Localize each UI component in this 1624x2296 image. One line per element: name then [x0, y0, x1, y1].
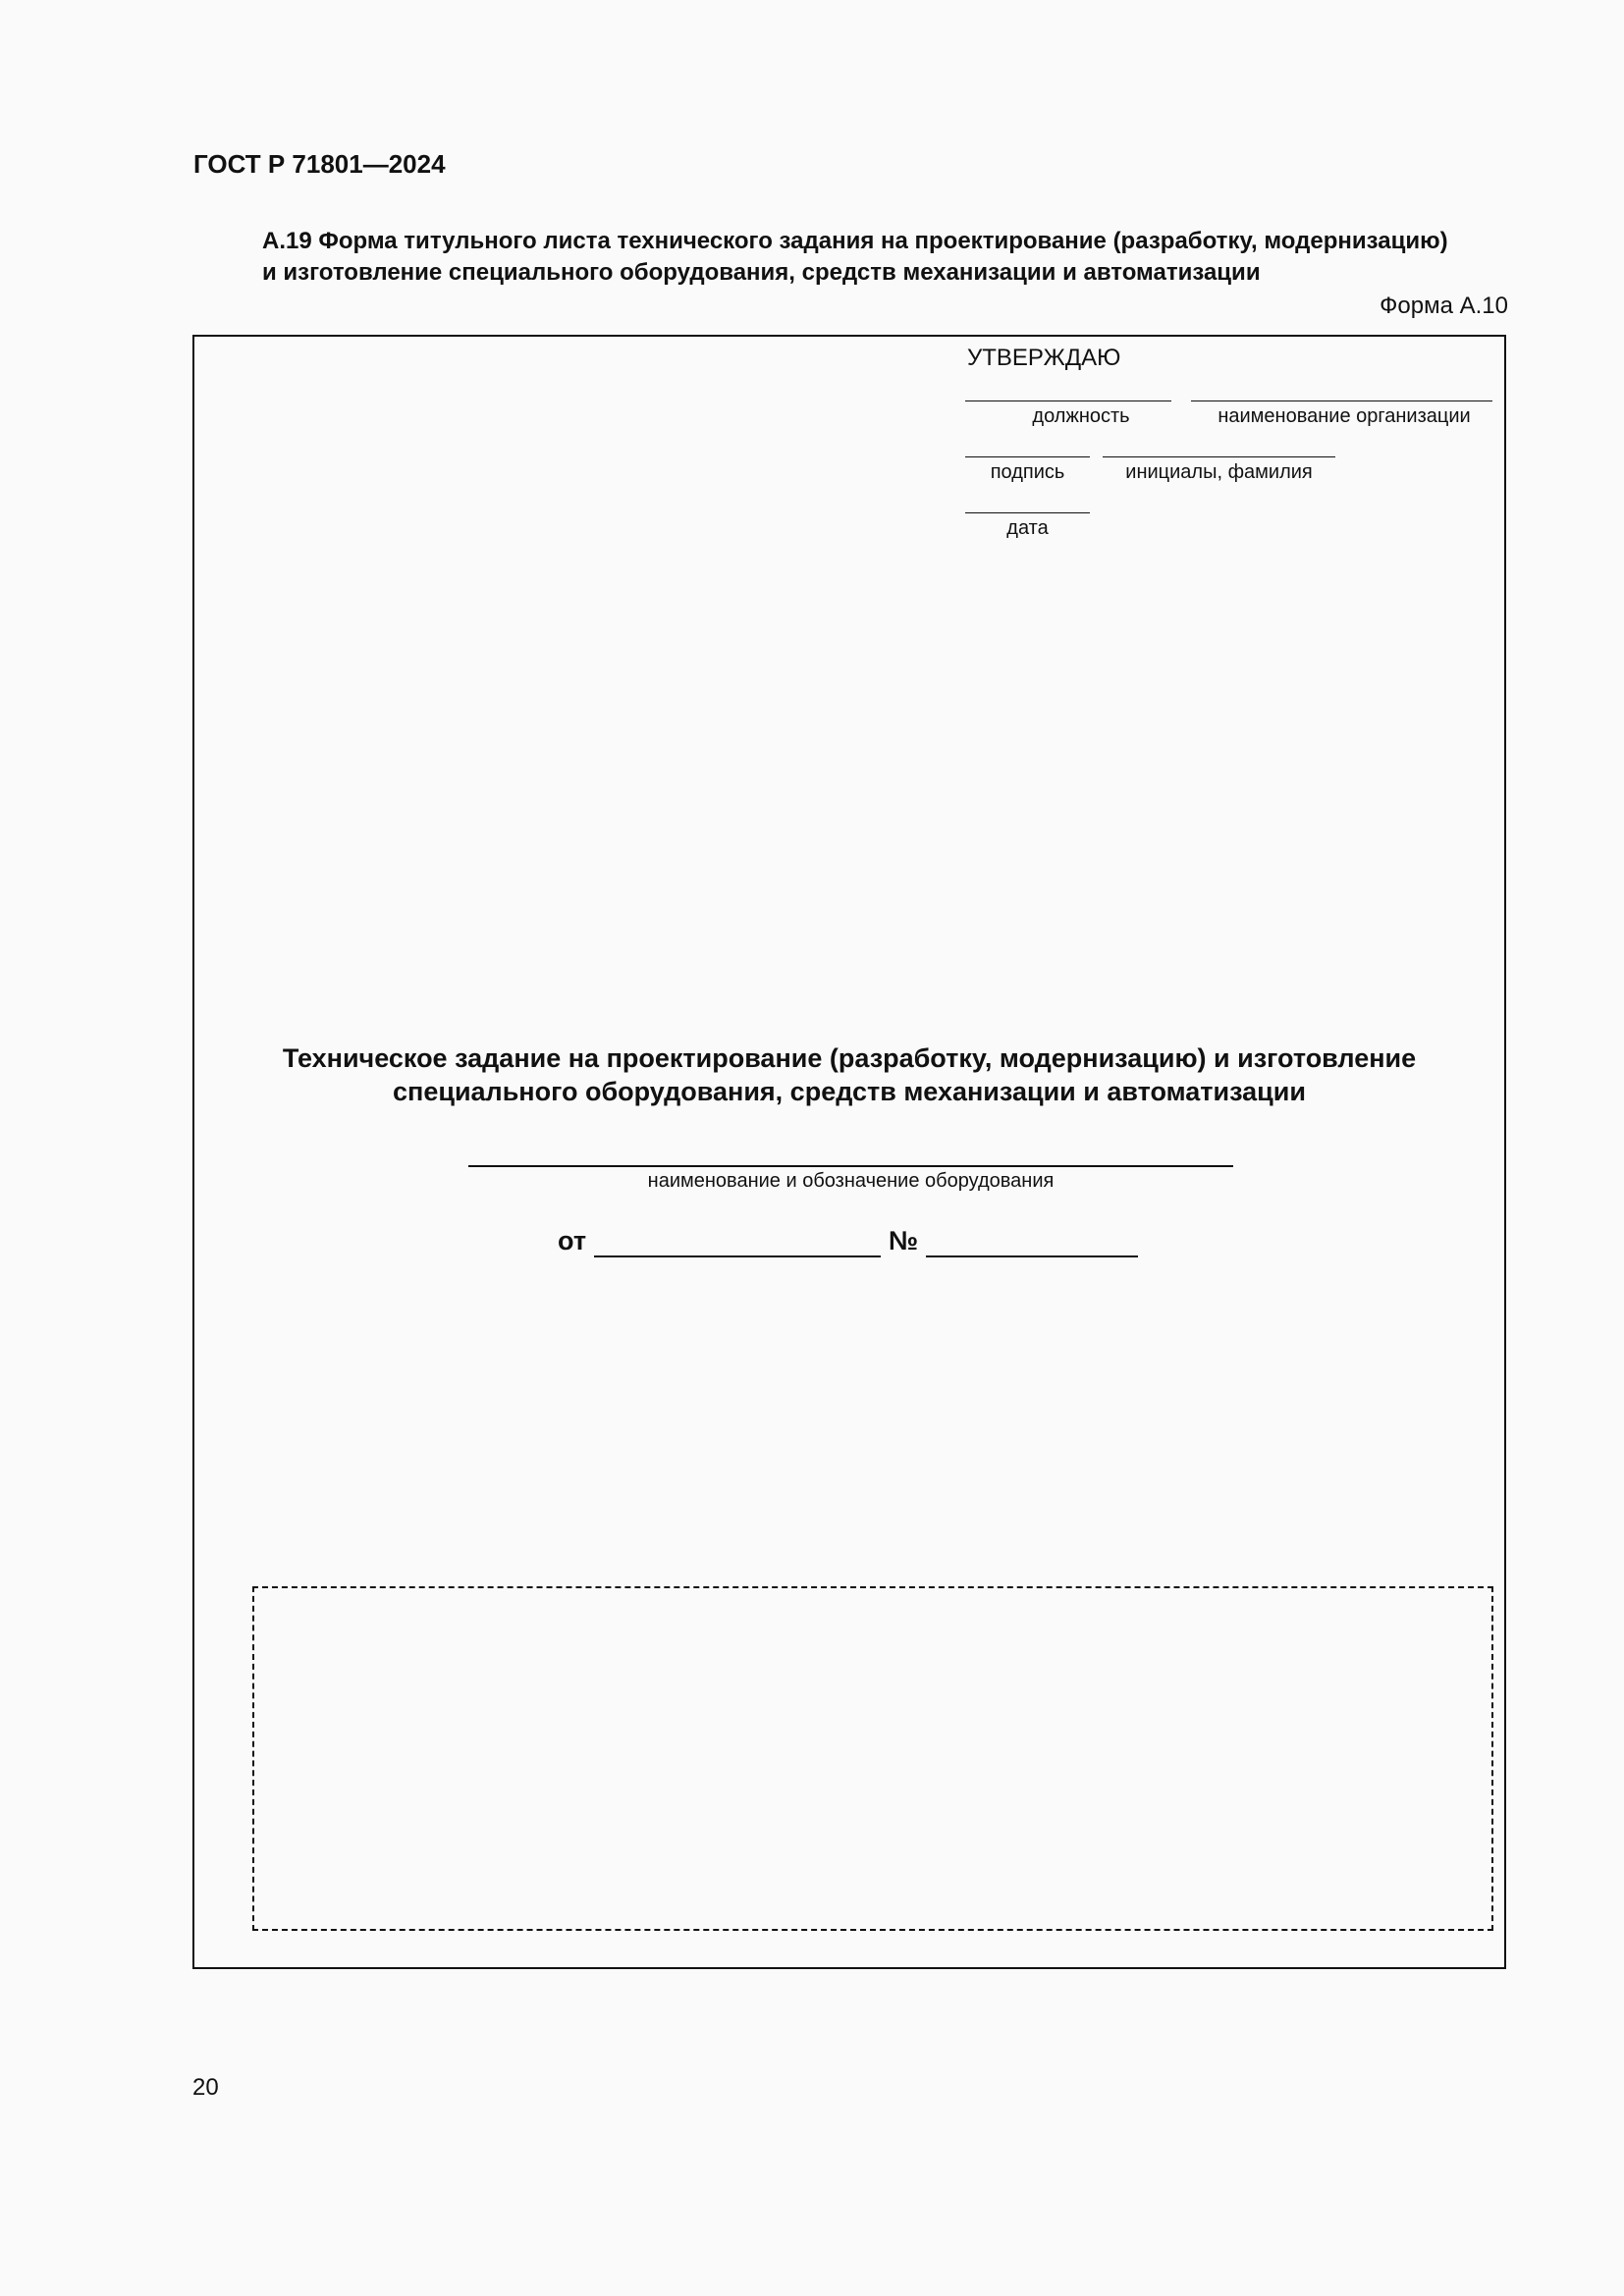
position-line — [965, 400, 1171, 401]
number-blank — [926, 1230, 1138, 1257]
document-code: ГОСТ Р 71801—2024 — [193, 149, 446, 179]
from-date-blank — [594, 1230, 881, 1257]
main-title — [226, 1041, 1473, 1108]
name-line — [1103, 456, 1335, 457]
signature-caption: подпись — [990, 461, 1065, 483]
section-title-line-2: и изготовление специального оборудования, средств механизации и автоматизации — [262, 259, 1261, 286]
from-label: от — [558, 1226, 587, 1255]
organization-caption: наименование организации — [1218, 405, 1471, 427]
stamp-area — [252, 1586, 1493, 1931]
section-title-line-1: А.19 Форма титульного листа технического задания на проектирование (разработку, модернизацию) — [262, 228, 1448, 254]
approval-title: УТВЕРЖДАЮ — [967, 345, 1121, 371]
date-caption: дата — [1006, 517, 1049, 539]
number-label: № — [889, 1226, 919, 1255]
equipment-line — [468, 1165, 1233, 1167]
date-number-row — [558, 1224, 1146, 1257]
date-line — [965, 512, 1090, 513]
section-title — [262, 226, 1519, 289]
main-title-line-2: специального оборудования, средств механизации и автоматизации — [393, 1077, 1306, 1106]
page-number: 20 — [192, 2074, 219, 2101]
position-caption: должность — [1032, 405, 1130, 427]
name-caption: инициалы, фамилия — [1125, 461, 1313, 483]
main-title-line-1: Техническое задание на проектирование (разработку, модернизацию) и изготовление — [282, 1043, 1417, 1073]
signature-line — [965, 456, 1090, 457]
organization-line — [1191, 400, 1492, 401]
equipment-caption: наименование и обозначение оборудования — [647, 1170, 1055, 1192]
form-label: Форма А.10 — [1380, 293, 1508, 319]
